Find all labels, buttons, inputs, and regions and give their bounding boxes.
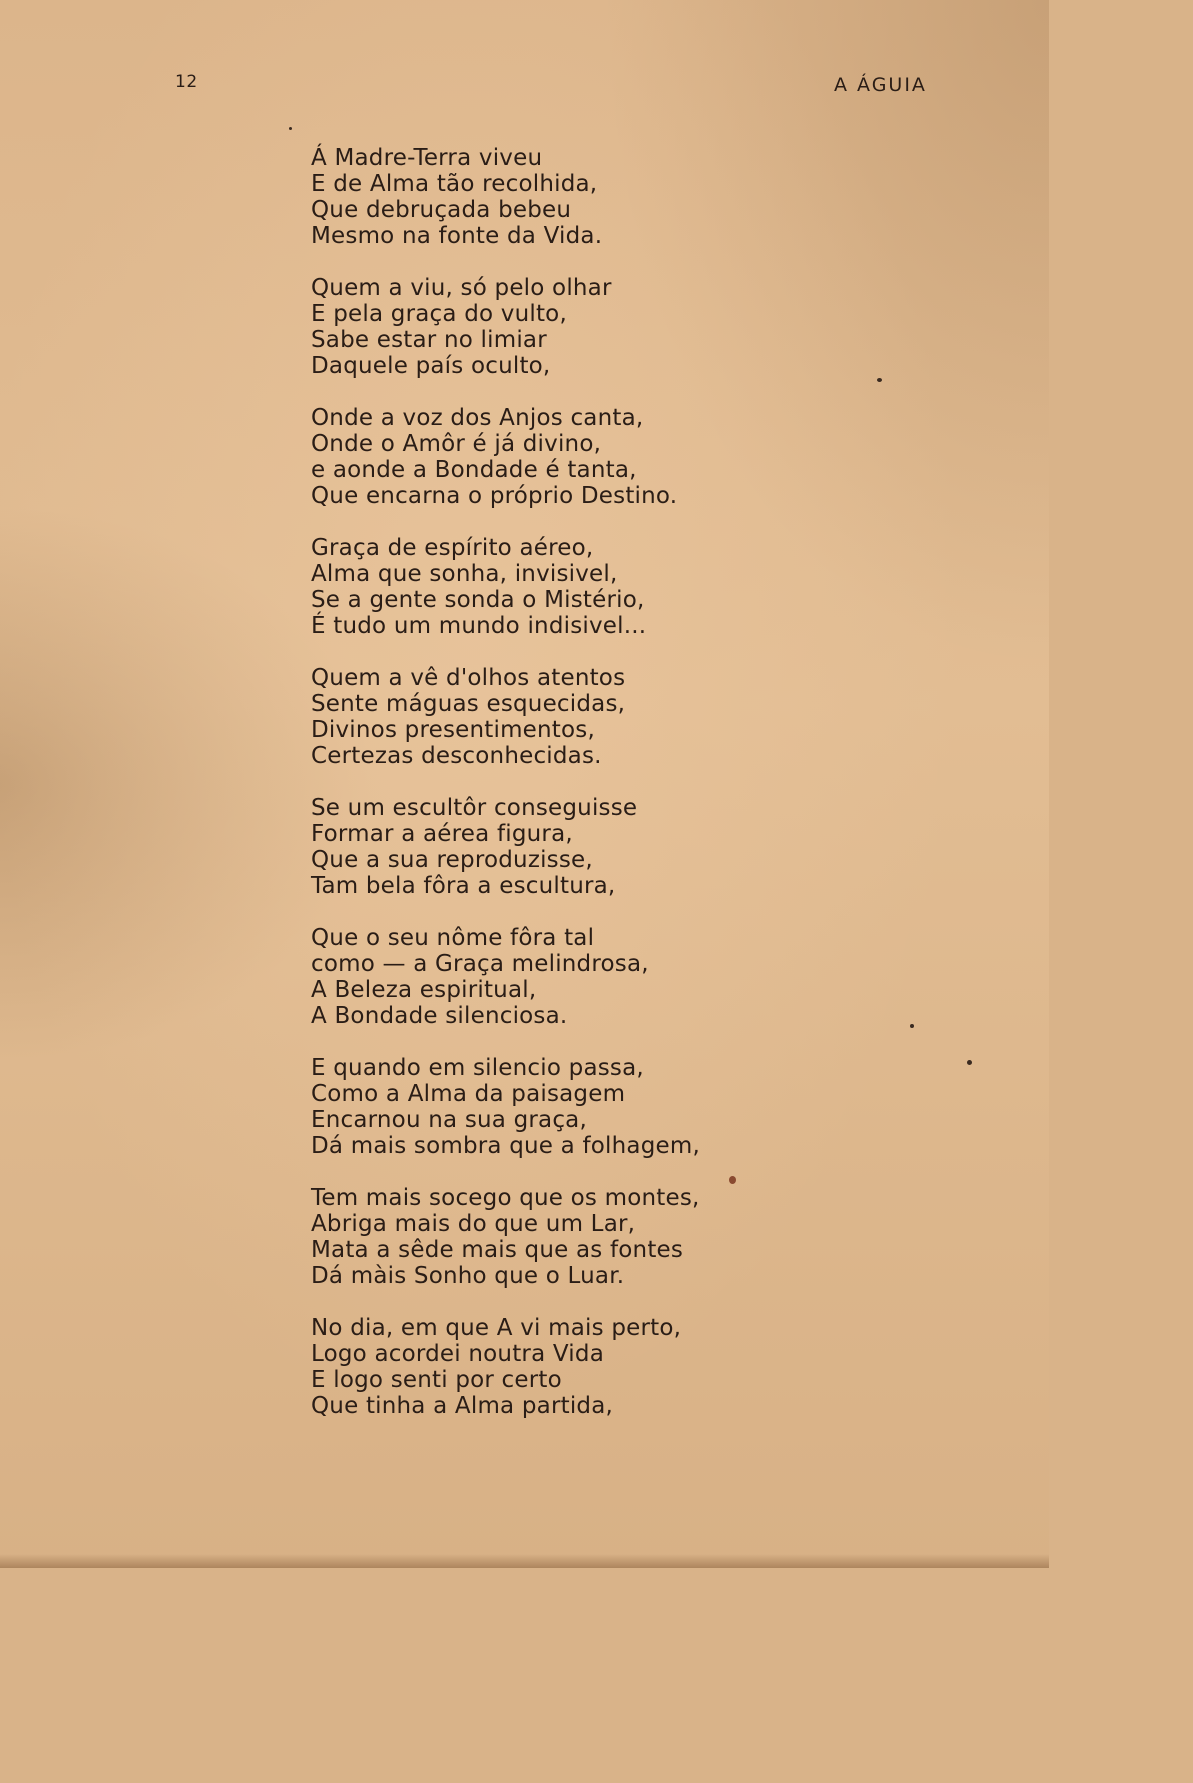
verse-line: Sabe estar no limiar xyxy=(311,327,547,353)
verse-line: como — a Graça melindrosa, xyxy=(311,951,649,977)
running-title: A ÁGUIA xyxy=(834,74,927,96)
stanza xyxy=(311,1185,771,1289)
paper-speck xyxy=(967,1060,972,1065)
verse-line: É tudo um mundo indisivel... xyxy=(311,613,647,639)
verse-line: Abriga mais do que um Lar, xyxy=(311,1211,636,1237)
verse-line: Daquele país oculto, xyxy=(311,353,551,379)
verse-line: Como a Alma da paisagem xyxy=(311,1081,626,1107)
verse-line: Onde a voz dos Anjos canta, xyxy=(311,405,644,431)
verse-line: Dá mais sombra que a folhagem, xyxy=(311,1133,700,1159)
verse-line: Que encarna o próprio Destino. xyxy=(311,483,678,509)
verse-line: Alma que sonha, invisivel, xyxy=(311,561,618,587)
stanza xyxy=(311,795,771,899)
verse-line: Graça de espírito aéreo, xyxy=(311,535,594,561)
poem xyxy=(311,145,771,1445)
verse-line: Mata a sêde mais que as fontes xyxy=(311,1237,684,1263)
paper-speck xyxy=(877,378,882,382)
verse-line: Divinos presentimentos, xyxy=(311,717,595,743)
verse-line: Logo acordei noutra Vida xyxy=(311,1341,604,1367)
verse-line: E de Alma tão recolhida, xyxy=(311,171,598,197)
verse-line: Se um escultôr conseguisse xyxy=(311,795,638,821)
paper-speck xyxy=(910,1024,914,1028)
stanza xyxy=(311,925,771,1029)
stanza xyxy=(311,405,771,509)
paper-speck xyxy=(289,127,292,130)
verse-line: Onde o Amôr é já divino, xyxy=(311,431,602,457)
page-bottom-edge xyxy=(0,1554,1049,1568)
verse-line: Que tinha a Alma partida, xyxy=(311,1393,614,1419)
verse-line: Que a sua reproduzisse, xyxy=(311,847,593,873)
verse-line: Quem a vê d'olhos atentos xyxy=(311,665,626,691)
stanza xyxy=(311,275,771,379)
verse-line: A Bondade silenciosa. xyxy=(311,1003,568,1029)
paper-speck xyxy=(729,1176,736,1184)
verse-line: Mesmo na fonte da Vida. xyxy=(311,223,603,249)
verse-line: e aonde a Bondade é tanta, xyxy=(311,457,637,483)
verse-line: A Beleza espiritual, xyxy=(311,977,537,1003)
stanza xyxy=(311,1315,771,1419)
verse-line: Certezas desconhecidas. xyxy=(311,743,602,769)
verse-line: No dia, em que A vi mais perto, xyxy=(311,1315,682,1341)
verse-line: E pela graça do vulto, xyxy=(311,301,567,327)
stanza xyxy=(311,665,771,769)
verse-line: E logo senti por certo xyxy=(311,1367,562,1393)
verse-line: Á Madre-Terra viveu xyxy=(311,145,543,171)
verse-line: Que o seu nôme fôra tal xyxy=(311,925,595,951)
verse-line: Tem mais socego que os montes, xyxy=(311,1185,700,1211)
verse-line: Se a gente sonda o Mistério, xyxy=(311,587,645,613)
verse-line: Que debruçada bebeu xyxy=(311,197,572,223)
stanza xyxy=(311,1055,771,1159)
stanza xyxy=(311,145,771,249)
verse-line: Formar a aérea figura, xyxy=(311,821,573,847)
verse-line: Sente máguas esquecidas, xyxy=(311,691,626,717)
verse-line: Tam bela fôra a escultura, xyxy=(311,873,616,899)
stanza xyxy=(311,535,771,639)
page-number: 12 xyxy=(175,72,198,92)
verse-line: E quando em silencio passa, xyxy=(311,1055,644,1081)
verse-line: Quem a viu, só pelo olhar xyxy=(311,275,612,301)
verse-line: Dá màis Sonho que o Luar. xyxy=(311,1263,625,1289)
verse-line: Encarnou na sua graça, xyxy=(311,1107,587,1133)
